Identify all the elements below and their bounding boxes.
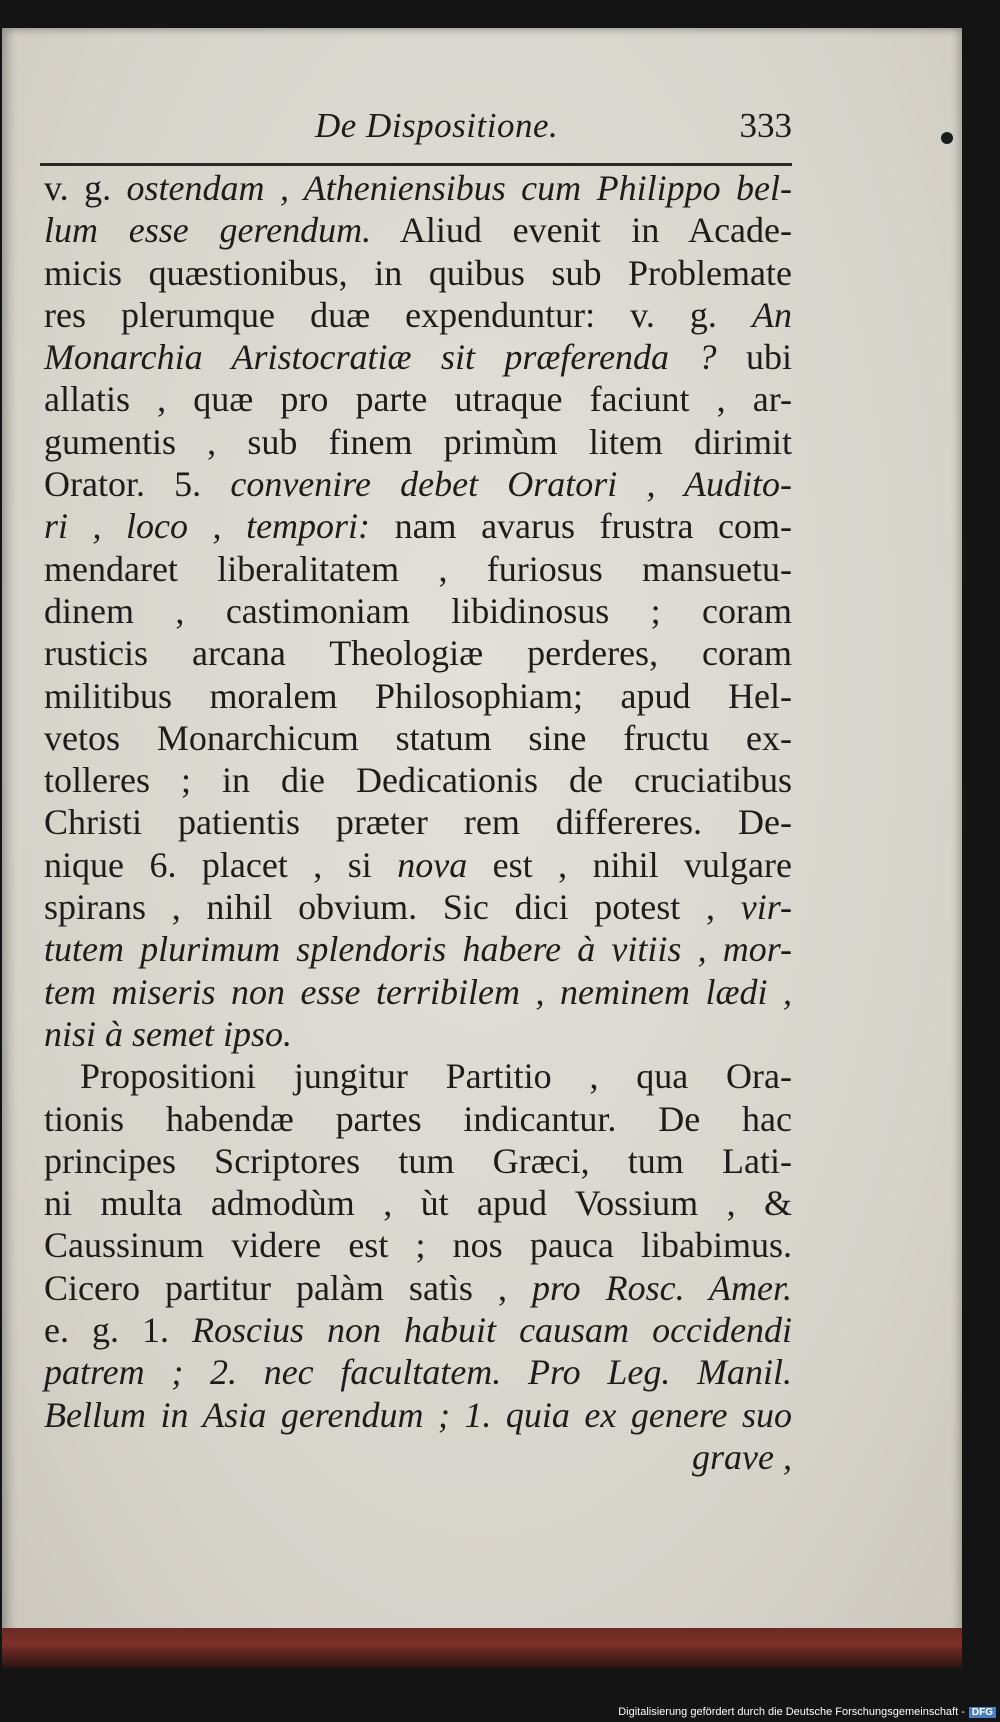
roman-text: micis quæstionibus, in quibus sub Problemate xyxy=(44,252,792,293)
running-head: De Dispositione. xyxy=(315,106,559,145)
text-line xyxy=(44,1436,792,1478)
text-line xyxy=(44,167,792,209)
page-header xyxy=(40,106,792,150)
italic-text: tem miseris non esse terribilem , neminem lædi , xyxy=(44,971,792,1012)
italic-text: ri , loco , tempori: xyxy=(44,506,371,547)
roman-text: nam avarus frustra com- xyxy=(370,506,792,547)
text-line xyxy=(44,548,792,590)
italic-text: Roscius non habuit causam occidendi xyxy=(192,1310,793,1351)
roman-text: ni multa admodùm , ùt apud Vossium , & xyxy=(44,1183,792,1224)
text-line xyxy=(44,1309,792,1351)
text-line xyxy=(44,590,792,632)
text-line xyxy=(44,675,792,717)
roman-text: dinem , castimoniam libidinosus ; coram xyxy=(44,590,792,631)
text-line xyxy=(44,336,792,378)
text-line xyxy=(44,421,792,463)
italic-text: Monarchia Aristocratiæ sit præferenda ? xyxy=(44,337,717,378)
italic-text: Bellum in Asia gerendum ; 1. quia ex genere suo xyxy=(44,1394,792,1435)
roman-text: Orator. 5. xyxy=(44,464,231,505)
text-line xyxy=(44,801,792,843)
text-line xyxy=(44,209,792,251)
roman-text: rusticis arcana Theologiæ perderes, coram xyxy=(44,633,792,674)
roman-text: allatis , quæ pro parte utraque faciunt , ar- xyxy=(44,379,792,420)
digitization-credit xyxy=(618,1706,996,1718)
text-line xyxy=(44,1013,792,1055)
roman-text: Aliud evenit in Acade- xyxy=(371,210,793,251)
text-line xyxy=(44,1224,792,1266)
roman-text: tolleres ; in die Dedicationis de cruciatibus xyxy=(44,760,792,801)
page-number: 333 xyxy=(739,106,792,145)
roman-text: principes Scriptores tum Græci, tum Lati- xyxy=(44,1140,792,1181)
text-line xyxy=(44,971,792,1013)
text-line xyxy=(44,463,792,505)
roman-text: res plerumque duæ expenduntur: v. g. xyxy=(44,294,752,335)
text-line xyxy=(44,1098,792,1140)
text-line xyxy=(44,1351,792,1393)
italic-text: pro Rosc. Amer. xyxy=(531,1267,792,1308)
text-line xyxy=(44,1055,792,1097)
roman-text: Propositioni jungitur Partitio , qua Ora- xyxy=(80,1056,792,1097)
italic-text: An xyxy=(752,294,792,335)
roman-text: militibus moralem Philosophiam; apud Hel- xyxy=(44,675,792,716)
ink-blot xyxy=(941,132,953,144)
text-line xyxy=(44,1140,792,1182)
italic-text: grave , xyxy=(692,1436,792,1477)
text-line xyxy=(44,505,792,547)
text-line xyxy=(44,886,792,928)
italic-text: lum esse gerendum. xyxy=(44,210,372,251)
italic-text: nisi à semet ipso. xyxy=(44,1013,292,1054)
text-line xyxy=(44,378,792,420)
italic-text: convenire debet Oratori , Audito- xyxy=(230,464,792,505)
body-text xyxy=(44,167,792,1478)
header-rule xyxy=(40,163,792,166)
text-line xyxy=(44,928,792,970)
page-edge-band xyxy=(2,1628,962,1668)
roman-text: spirans , nihil obvium. Sic dici potest , xyxy=(44,887,741,928)
roman-text: nique 6. placet , si xyxy=(44,844,398,885)
text-line xyxy=(44,1394,792,1436)
roman-text: est , nihil vulgare xyxy=(467,844,792,885)
roman-text: vetos Monarchicum statum sine fructu ex- xyxy=(44,717,792,758)
roman-text: mendaret liberalitatem , furiosus mansuetu- xyxy=(44,548,792,589)
text-line xyxy=(44,844,792,886)
italic-text: tutem plurimum splendoris habere à vitiis , mor- xyxy=(44,929,792,970)
text-line xyxy=(44,294,792,336)
text-line xyxy=(44,632,792,674)
italic-text: ostendam , Atheniensibus cum Philippo bel- xyxy=(126,168,792,208)
italic-text: patrem ; 2. nec facultatem. Pro Leg. Manil. xyxy=(44,1352,792,1393)
roman-text: e. g. 1. xyxy=(44,1310,193,1351)
text-line xyxy=(44,759,792,801)
dfg-logo: DFG xyxy=(969,1707,996,1718)
roman-text: ubi xyxy=(716,337,792,378)
roman-text: Cicero partitur palàm satìs , xyxy=(44,1267,532,1308)
text-line xyxy=(44,252,792,294)
roman-text: Caussinum videre est ; nos pauca libabimus. xyxy=(44,1225,792,1266)
roman-text: gumentis , sub finem primùm litem dirimit xyxy=(44,421,792,462)
italic-text: vir- xyxy=(740,887,792,928)
roman-text: v. g. xyxy=(44,168,127,208)
credit-text: Digitalisierung gefördert durch die Deutsche Forschungsgemeinschaft - xyxy=(618,1706,965,1718)
text-line xyxy=(44,1182,792,1224)
text-line xyxy=(44,1267,792,1309)
roman-text: Christi patientis præter rem differeres. De- xyxy=(44,802,792,843)
roman-text: tionis habendæ partes indicantur. De hac xyxy=(44,1098,792,1139)
italic-text: nova xyxy=(397,844,468,885)
text-line xyxy=(44,717,792,759)
